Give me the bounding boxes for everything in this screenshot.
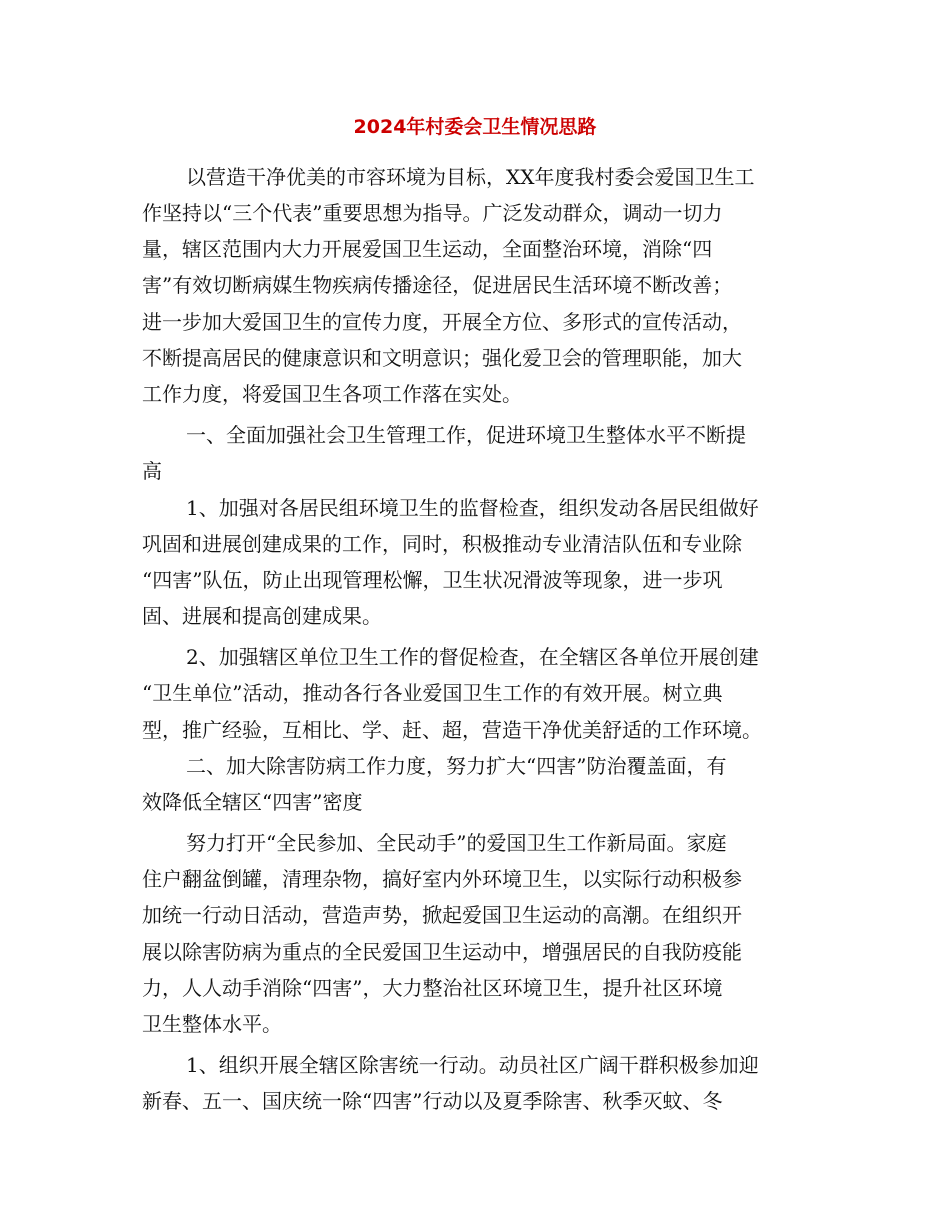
paragraph-line: 加统一行动日活动，营造声势，掀起爱国卫生运动的高潮。在组织开: [142, 903, 742, 927]
paragraph-line: 展以除害防病为重点的全民爱国卫生运动中，增强居民的自我防疫能: [142, 940, 742, 964]
paragraph-line: 巩固和进展创建成果的工作，同时，积极推动专业清洁队伍和专业除: [142, 532, 742, 556]
paragraph-line: 二、加大除害防病工作力度，努力扩大“四害”防治覆盖面，有: [186, 754, 727, 778]
paragraph-line: 新春、五一、国庆统一除“四害”行动以及夏季除害、秋季灭蚊、冬: [142, 1089, 723, 1113]
paragraph-line: 害”有效切断病媒生物疾病传播途径，促进居民生活环境不断改善；: [142, 273, 733, 297]
paragraph-line: 一、全面加强社会卫生管理工作，促进环境卫生整体水平不断提: [186, 423, 746, 447]
paragraph-line: 效降低全辖区“四害”密度: [142, 790, 363, 814]
paragraph-line: 努力打开“全民参加、全民动手”的爱国卫生工作新局面。家庭: [186, 831, 727, 855]
paragraph-line: 工作力度，将爱国卫生各项工作落在实处。: [142, 382, 522, 406]
paragraph-line: “四害”队伍，防止出现管理松懈，卫生状况滑波等现象，进一步巩: [142, 568, 723, 592]
paragraph-line: 量，辖区范围内大力开展爱国卫生运动，全面整治环境，消除“四: [142, 237, 713, 261]
document-title: 2024年村委会卫生情况思路: [353, 116, 597, 138]
paragraph-line: 以营造干净优美的市容环境为目标，XX年度我村委会爱国卫生工: [186, 165, 755, 189]
paragraph-line: 1、加强对各居民组环境卫生的监督检查，组织发动各居民组做好: [186, 496, 759, 520]
paragraph-line: 型，推广经验，互相比、学、赶、超，营造干净优美舒适的工作环境。: [142, 718, 762, 742]
paragraph-line: 住户翻盆倒罐，清理杂物，搞好室内外环境卫生，以实际行动积极参: [142, 867, 742, 891]
paragraph-line: 固、进展和提高创建成果。: [142, 604, 382, 628]
paragraph-line: 高: [142, 459, 162, 483]
paragraph-line: 进一步加大爱国卫生的宣传力度，开展全方位、多形式的宣传活动，: [142, 310, 742, 334]
paragraph-line: 作坚持以“三个代表”重要思想为指导。广泛发动群众，调动一切力: [142, 201, 723, 225]
paragraph-line: 不断提高居民的健康意识和文明意识；强化爱卫会的管理职能，加大: [142, 346, 742, 370]
paragraph-line: “卫生单位”活动，推动各行各业爱国卫生工作的有效开展。树立典: [142, 681, 723, 705]
paragraph-line: 2、加强辖区单位卫生工作的督促检查，在全辖区各单位开展创建: [186, 645, 759, 669]
paragraph-line: 1、组织开展全辖区除害统一行动。动员社区广阔干群积极参加迎: [186, 1053, 759, 1077]
paragraph-line: 卫生整体水平。: [142, 1012, 282, 1036]
paragraph-line: 力，人人动手消除“四害”，大力整治社区环境卫生，提升社区环境: [142, 976, 723, 1000]
